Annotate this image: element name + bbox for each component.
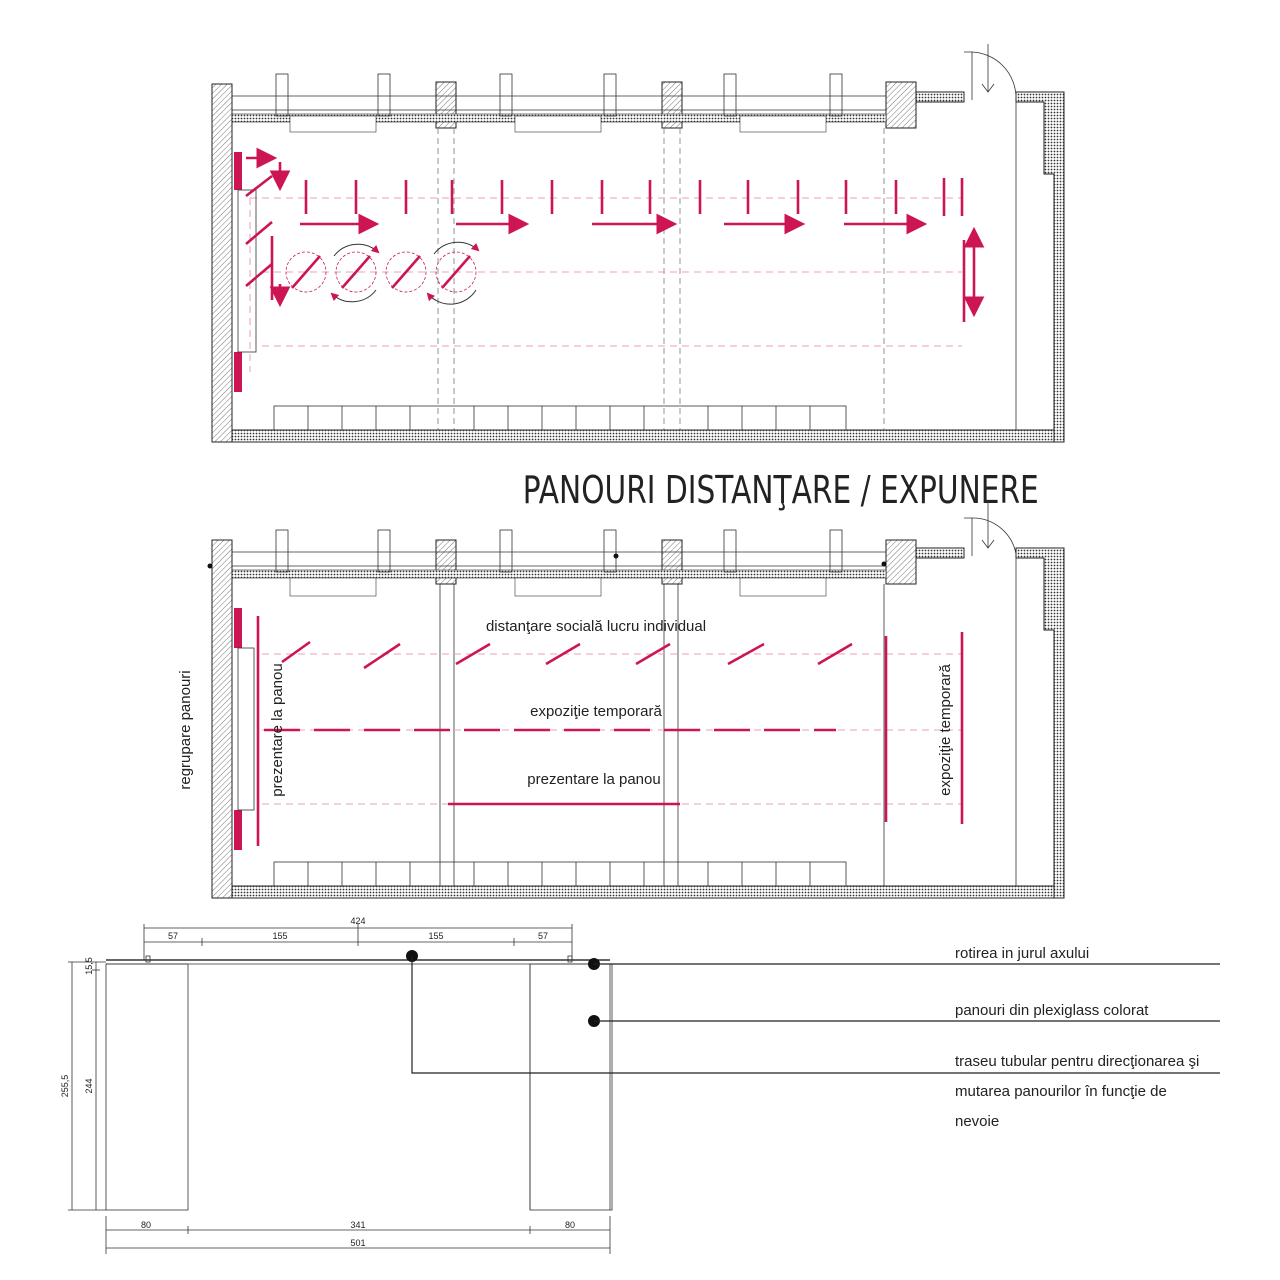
callout-rotation: rotirea in jurul axului (955, 945, 1090, 962)
svg-text:57: 57 (167, 931, 179, 941)
panel-block-left (106, 964, 188, 1210)
callout-track-line1: traseu tubular pentru direcţionarea şi (955, 1053, 1200, 1070)
svg-text:155: 155 (428, 931, 444, 941)
label-panel-presentation: prezentare la panou (527, 771, 661, 788)
callout-track-line2: mutarea panourilor în funcţie de (955, 1083, 1167, 1100)
svg-text:80: 80 (564, 1220, 576, 1230)
stored-panel (234, 152, 242, 190)
social-distance-panels (282, 642, 852, 668)
svg-text:155: 155 (272, 931, 288, 941)
panel-elevation-detail (60, 916, 1220, 1254)
bottom-cabinets (274, 406, 846, 430)
svg-text:57: 57 (537, 931, 549, 941)
callout-plexiglass: panouri din plexiglass colorat (955, 1002, 1149, 1019)
svg-text:244: 244 (84, 1078, 94, 1094)
floor-plan-uses (177, 500, 1064, 898)
stored-panel (234, 352, 242, 392)
floor-plan-circulation (212, 44, 1064, 442)
label-left-presentation: prezentare la panou (269, 663, 286, 797)
svg-text:255,5: 255,5 (60, 1074, 70, 1098)
svg-text:341: 341 (350, 1220, 366, 1230)
door-wall (916, 548, 964, 558)
bottom-wall (232, 886, 1064, 898)
svg-text:80: 80 (140, 1220, 152, 1230)
svg-text:424: 424 (350, 916, 366, 926)
right-wall (1016, 548, 1064, 898)
sheet-title: PANOURI DISTANŢARE / EXPUNERE (522, 468, 1039, 514)
svg-text:501: 501 (350, 1238, 366, 1248)
callout-track-line3: nevoie (955, 1113, 1000, 1130)
door (964, 52, 972, 100)
label-social-distance: distanţare socială lucru individual (485, 618, 707, 635)
left-wall (212, 540, 232, 898)
entry-arrow-icon (982, 44, 994, 92)
label-panel-regrouping: regrupare panouri (177, 670, 194, 790)
door-swing (972, 52, 1016, 98)
pier (886, 82, 916, 128)
panel-block-right (530, 964, 612, 1210)
svg-text:15,5: 15,5 (84, 957, 94, 975)
door-wall (916, 92, 964, 102)
label-temp-exhibition: expoziţie temporară (530, 703, 662, 720)
bottom-wall (232, 430, 1064, 442)
rotating-panels (286, 242, 478, 304)
label-right-exhibition: expoziţie temporară (937, 664, 954, 796)
left-wall (212, 84, 232, 442)
right-wall (1016, 92, 1064, 442)
